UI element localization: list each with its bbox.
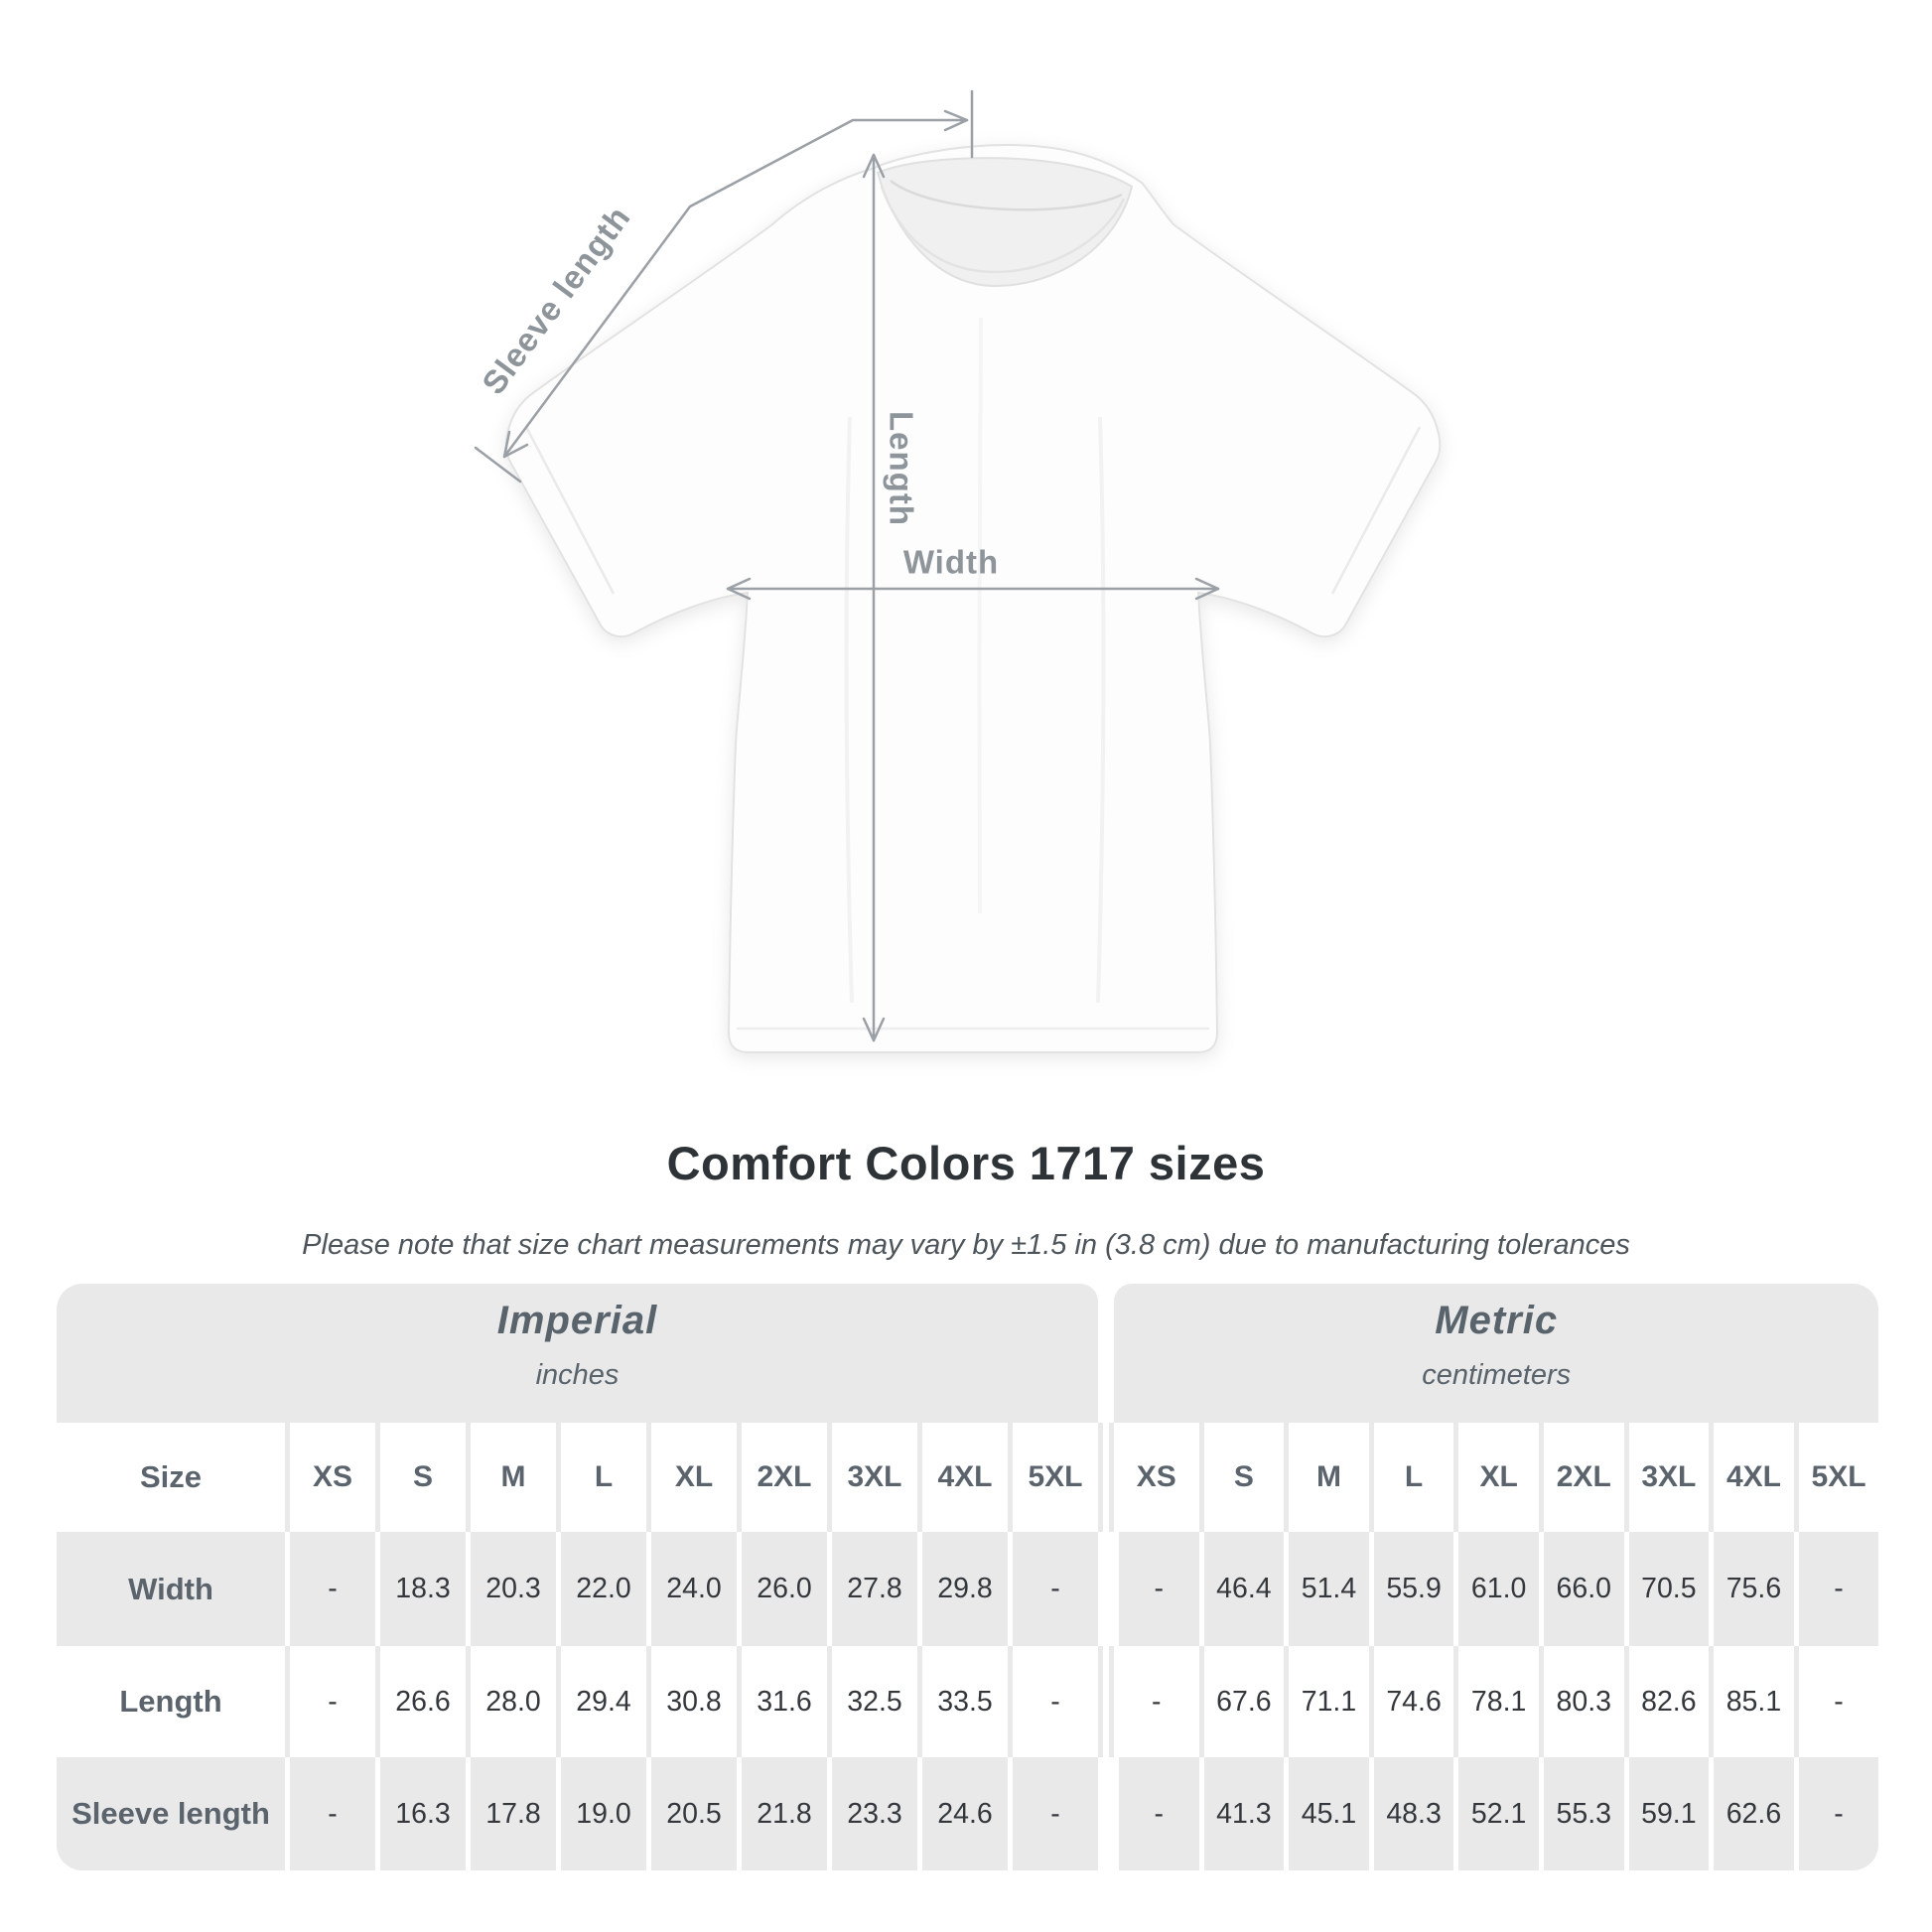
value-cell: - [1114,1646,1199,1757]
value-cell: 26.0 [737,1532,827,1646]
size-col-header: 2XL [737,1423,827,1532]
metric-header [1114,1284,1878,1423]
value-cell: 32.5 [827,1646,917,1757]
value-cell: 20.3 [466,1532,556,1646]
value-cell: 52.1 [1453,1757,1539,1870]
value-cell: - [1008,1646,1098,1757]
size-col-header: 3XL [827,1423,917,1532]
value-cell: 48.3 [1369,1757,1454,1870]
size-col-header: XS [1114,1423,1199,1532]
size-header-label: Size [57,1423,285,1532]
table-split-gap [1098,1757,1114,1870]
value-cell: 29.4 [556,1646,646,1757]
imperial-title: Imperial [496,1299,658,1342]
table-row-length [57,1646,1879,1757]
table-split-gap [1098,1284,1114,1423]
value-cell: 45.1 [1284,1757,1369,1870]
value-cell: 30.8 [646,1646,737,1757]
size-col-header: L [1369,1423,1454,1532]
value-cell: 55.9 [1369,1532,1454,1646]
value-cell: - [1794,1646,1879,1757]
size-col-header: 5XL [1008,1423,1098,1532]
value-cell: 28.0 [466,1646,556,1757]
row-label-length: Length [57,1646,285,1757]
value-cell: 62.6 [1709,1757,1794,1870]
table-split-gap [1098,1532,1114,1646]
size-col-header: S [1199,1423,1285,1532]
size-col-header: 3XL [1624,1423,1710,1532]
tolerance-note: Please note that size chart measurements may vary by ±1.5 in (3.8 cm) due to manufacturing tolerances [302,1229,1630,1261]
size-col-header: S [375,1423,466,1532]
value-cell: - [285,1757,375,1870]
value-cell: 26.6 [375,1646,466,1757]
value-cell: 20.5 [646,1757,737,1870]
value-cell: - [1114,1757,1199,1870]
value-cell: 70.5 [1624,1532,1710,1646]
value-cell: 85.1 [1709,1646,1794,1757]
size-col-header: 2XL [1539,1423,1624,1532]
value-cell: 75.6 [1709,1532,1794,1646]
size-col-header: 4XL [917,1423,1008,1532]
sleeve-length-label: Sleeve length [474,199,638,401]
value-cell: 74.6 [1369,1646,1454,1757]
value-cell: 59.1 [1624,1757,1710,1870]
tshirt-body [506,145,1441,1052]
value-cell: 22.0 [556,1532,646,1646]
value-cell: - [1794,1757,1879,1870]
value-cell: - [1114,1532,1199,1646]
row-label-sleeve-length: Sleeve length [57,1757,285,1870]
value-cell: 71.1 [1284,1646,1369,1757]
value-cell: 23.3 [827,1757,917,1870]
length-label: Length [883,411,920,526]
metric-unit: centimeters [1422,1359,1572,1391]
value-cell: - [1794,1532,1879,1646]
value-cell: 33.5 [917,1646,1008,1757]
value-cell: 27.8 [827,1532,917,1646]
value-cell: 29.8 [917,1532,1008,1646]
value-cell: 31.6 [737,1646,827,1757]
size-header-row [57,1423,1879,1532]
metric-title: Metric [1435,1299,1559,1342]
value-cell: 51.4 [1284,1532,1369,1646]
value-cell: 24.0 [646,1532,737,1646]
value-cell: - [1008,1757,1098,1870]
value-cell: 19.0 [556,1757,646,1870]
value-cell: 80.3 [1539,1646,1624,1757]
value-cell: - [1008,1532,1098,1646]
width-label: Width [902,543,1000,581]
imperial-unit: inches [535,1359,620,1391]
value-cell: 46.4 [1199,1532,1285,1646]
size-col-header: XL [1453,1423,1539,1532]
value-cell: 24.6 [917,1757,1008,1870]
size-col-header: 5XL [1794,1423,1879,1532]
size-col-header: XL [646,1423,737,1532]
table-split-gap [1098,1423,1114,1532]
size-col-header: 4XL [1709,1423,1794,1532]
value-cell: 78.1 [1453,1646,1539,1757]
size-col-header: L [556,1423,646,1532]
value-cell: 41.3 [1199,1757,1285,1870]
page-title: Comfort Colors 1717 sizes [666,1137,1266,1189]
value-cell: 82.6 [1624,1646,1710,1757]
value-cell: 21.8 [737,1757,827,1870]
value-cell: 16.3 [375,1757,466,1870]
table-split-gap [1098,1646,1114,1757]
value-cell: 67.6 [1199,1646,1285,1757]
size-col-header: M [466,1423,556,1532]
value-cell: - [285,1532,375,1646]
value-cell: - [285,1646,375,1757]
value-cell: 55.3 [1539,1757,1624,1870]
table-row-width [57,1532,1879,1646]
value-cell: 18.3 [375,1532,466,1646]
value-cell: 61.0 [1453,1532,1539,1646]
size-col-header: XS [285,1423,375,1532]
value-cell: 17.8 [466,1757,556,1870]
imperial-header [57,1284,1098,1423]
value-cell: 66.0 [1539,1532,1624,1646]
unit-header-row [57,1284,1879,1423]
row-label-width: Width [57,1532,285,1646]
table-row-sleeve-length [57,1757,1879,1870]
size-table [57,1284,1879,1870]
size-col-header: M [1284,1423,1369,1532]
